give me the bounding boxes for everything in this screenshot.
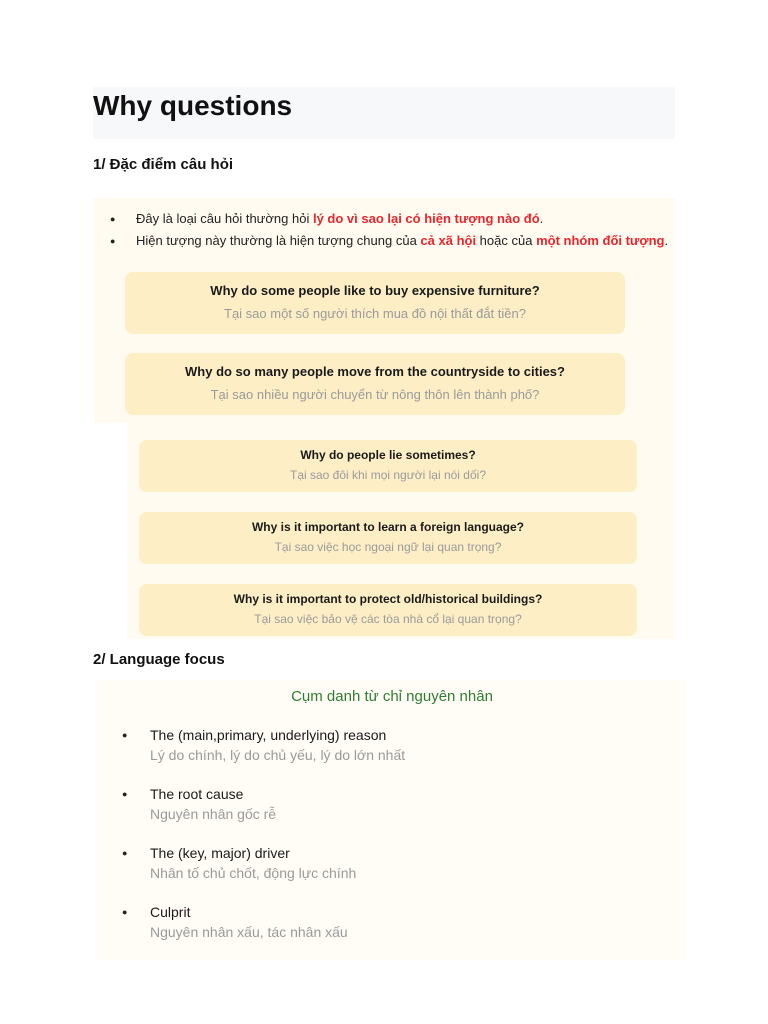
question-card: [139, 512, 637, 564]
phrase-vi: Nhân tố chủ chốt, động lực chính: [150, 865, 357, 881]
question-vi: Tại sao một số người thích mua đồ nội thất đắt tiền?: [224, 306, 526, 321]
phrase-en: ● The (main,primary, underlying) reason: [150, 727, 387, 743]
question-en: Why is it important to protect old/historical buildings?: [233, 592, 543, 606]
question-en: Why do some people like to buy expensive furniture?: [210, 283, 540, 298]
question-en: Why do so many people move from the countryside to cities?: [185, 364, 565, 379]
title-box: [93, 87, 675, 139]
question-vi: Tại sao việc học ngoại ngữ lại quan trọng?: [274, 540, 502, 554]
phrase-en: ● The (key, major) driver: [150, 845, 290, 861]
question-card: [139, 584, 637, 636]
question-en: Why do people lie sometimes?: [300, 448, 476, 462]
question-card: [125, 353, 625, 415]
list-item: [122, 785, 405, 844]
bullet-text: .: [664, 233, 669, 248]
page-title: Why questions: [93, 90, 293, 121]
question-en: Why is it important to learn a foreign language?: [251, 520, 525, 534]
bullet-highlight: lý do vì sao lại có hiện tượng nào đó: [312, 211, 540, 226]
bullet-text: Hiện tượng này thường là hiện tượng chung của: [136, 233, 421, 248]
language-focus-panel: [98, 680, 686, 960]
question-vi: Tại sao nhiều người chuyển từ nông thôn lên thành phố?: [210, 387, 540, 402]
feature-bullets: [110, 210, 668, 254]
bullet-item: [110, 232, 668, 254]
phrase-vi: Nguyên nhân xấu, tác nhân xấu: [150, 924, 348, 940]
phrase-en: ● The root cause: [150, 786, 244, 802]
list-item: [122, 726, 405, 785]
section-heading-2: 2/ Language focus: [93, 651, 225, 668]
question-vi: Tại sao việc bảo vệ các tòa nhà cổ lại quan trọng?: [254, 612, 522, 626]
bullet-item: [110, 210, 668, 232]
question-vi: Tại sao đôi khi mọi người lại nói dối?: [289, 468, 486, 482]
question-card: [125, 272, 625, 334]
bullet-highlight: một nhóm đối tượng: [536, 233, 665, 248]
bullet-text: .: [539, 211, 544, 226]
noun-phrase-list: [122, 726, 405, 962]
phrase-vi: Nguyên nhân gốc rễ: [150, 806, 277, 822]
bullet-highlight: cả xã hội: [420, 233, 477, 248]
question-card: [139, 440, 637, 492]
list-item: [122, 844, 405, 903]
bullet-text: Đây là loại câu hỏi thường hỏi: [136, 211, 313, 226]
section-heading-1: 1/ Đặc điểm câu hỏi: [93, 156, 234, 173]
phrase-en: ● Culprit: [150, 904, 191, 920]
phrase-vi: Lý do chính, lý do chủ yếu, lý do lớn nhất: [150, 747, 406, 763]
language-focus-title: Cụm danh từ chỉ nguyên nhân: [291, 688, 493, 705]
list-item: [122, 903, 405, 962]
bullet-text: hoặc của: [476, 233, 537, 248]
